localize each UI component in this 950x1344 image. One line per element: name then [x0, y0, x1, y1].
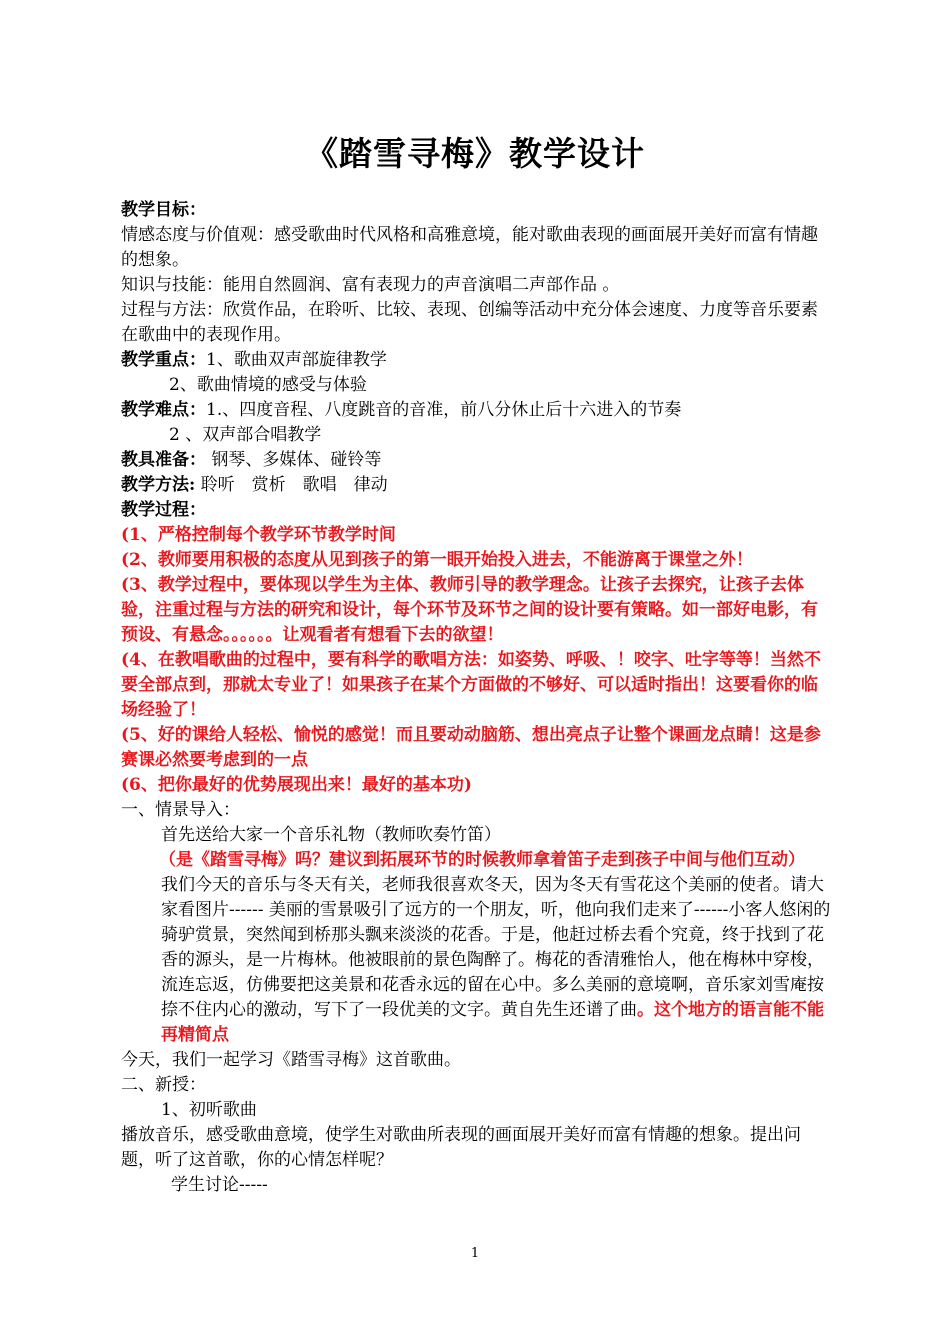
section1-story-note: 。这个地方的语言能不能再精简点: [161, 1000, 824, 1045]
process-label: 教学过程：: [121, 500, 206, 520]
page-number: 1: [470, 1246, 480, 1261]
section1-story: 我们今天的音乐与冬天有关，老师我很喜欢冬天，因为冬天有雪花这个美丽的使者。请大家看图片------ 美丽的雪景吸引了远方的一个朋友，听，他向我们走来了------小客人悠闲的骑驴赏景，突然闻到桥那头飘来淡淡的花香。于是，他赶过桥去看个究竟，终于找到了花香的源头，是一片梅林。他被眼前的景色陶醉了。梅花的香清雅怡人，他在梅林中穿梭，流连忘返，仿佛要把这美景和花香永远的留在心中。多么美丽的意境啊，音乐家刘雪庵按捺不住内心的激动，写下了一段优美的文字。黄自先生还谱了曲: [161, 875, 831, 1020]
note-6: (6、把你最好的优势展现出来！最好的基本功): [121, 775, 472, 795]
section1-gift-note: （是《踏雪寻梅》吗？建议到拓展环节的时候教师拿着笛子走到孩子中间与他们互动）: [159, 850, 805, 870]
methods-value: 聆听 赏析 歌唱 律动: [195, 475, 388, 495]
key-point-1: 1、歌曲双声部旋律教学: [206, 350, 387, 370]
note-4: (4、在教唱歌曲的过程中，要有科学的歌唱方法：如姿势、呼吸、！咬字、吐字等等！当然不要全部点到，那就太专业了！如果孩子在某个方面做的不够好、可以适时指出！这要看你的临场经验了！: [121, 650, 821, 720]
section1-story-paragraph: [121, 873, 833, 1048]
page-title: 《踏雪寻梅》教学设计: [305, 134, 645, 173]
section2-discuss: 学生讨论-----: [171, 1175, 268, 1195]
section1-heading: 一、情景导入：: [121, 800, 240, 820]
methods-label: 教学方法:: [121, 475, 196, 495]
key-point-2: 2、歌曲情境的感受与体验: [169, 375, 367, 395]
difficulties-label: 教学难点：: [121, 400, 206, 420]
key-points-line: [121, 348, 833, 373]
goal-process: 过程与方法：欣赏作品，在聆听、比较、表现、创编等活动中充分体会速度、力度等音乐要素在歌曲中的表现作用。: [121, 300, 818, 345]
section2-listen: 播放音乐，感受歌曲意境，使学生对歌曲所表现的画面展开美好而富有情趣的想象。提出问题，听了这首歌，你的心情怎样呢？: [121, 1125, 801, 1170]
section2-heading: 二、新授：: [121, 1075, 206, 1095]
section1-gift: 首先送给大家一个音乐礼物（教师吹奏竹笛）: [161, 825, 501, 845]
methods-line: [121, 473, 833, 498]
difficulty-1: 1.、四度音程、八度跳音的音准，前八分休止后十六进入的节奏: [206, 400, 682, 420]
section1-today: 今天，我们一起学习《踏雪寻梅》这首歌曲。: [121, 1050, 461, 1070]
goals-label: 教学目标：: [121, 200, 206, 220]
note-1: (1、严格控制每个教学环节教学时间: [121, 525, 396, 545]
document-body: [121, 198, 833, 1198]
key-points-label: 教学重点：: [121, 350, 206, 370]
tools-line: [121, 448, 833, 473]
tools-label: 教具准备：: [121, 450, 206, 470]
goal-emotion: 情感态度与价值观：感受歌曲时代风格和高雅意境，能对歌曲表现的画面展开美好而富有情趣的想象。: [121, 225, 818, 270]
note-3: (3、教学过程中，要体现以学生为主体、教师引导的教学理念。让孩子去探究，让孩子去体验，注重过程与方法的研究和设计，每个环节及环节之间的设计要有策略。如一部好电影，有预设、有悬念。。。。。。让观看者有想看下去的欲望！: [121, 575, 818, 645]
section2-sub1: 1、初听歌曲: [161, 1100, 257, 1120]
difficulties-line: [121, 398, 833, 423]
tools-value: 钢琴、多媒体、碰铃等: [206, 450, 382, 470]
note-2: (2、教师要用积极的态度从见到孩子的第一眼开始投入进去，不能游离于课堂之外！: [121, 550, 753, 570]
difficulty-2: 2 、双声部合唱教学: [169, 425, 322, 445]
note-5: (5、好的课给人轻松、愉悦的感觉！而且要动动脑筋、想出亮点子让整个课画龙点睛！这是参赛课必然要考虑到的一点: [121, 725, 821, 770]
goal-skill: 知识与技能：能用自然圆润、富有表现力的声音演唱二声部作品 。: [121, 275, 620, 295]
